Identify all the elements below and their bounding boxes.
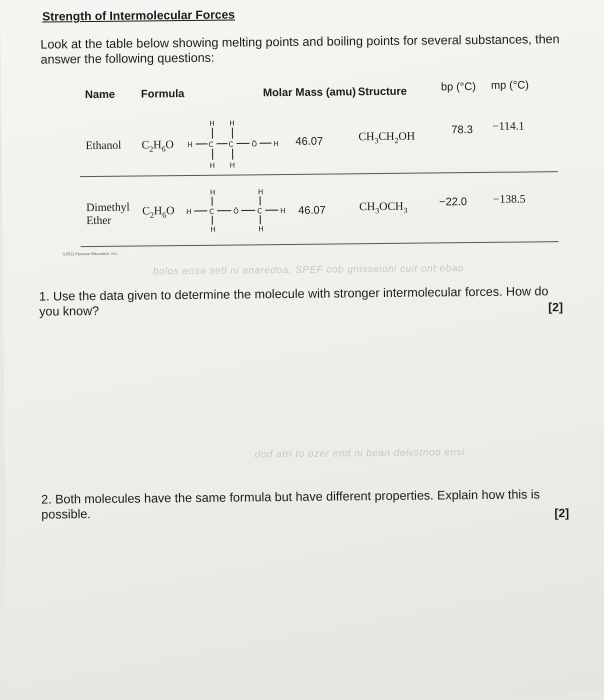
row-ethanol-mp: −114.1 <box>492 120 525 133</box>
row-ethanol-bp: 78.3 <box>451 124 473 137</box>
row-ether-mp: −138.5 <box>493 193 526 206</box>
intro-text: Look at the table below showing melting points and boiling points for several substances, then answer the following questions: <box>40 32 560 67</box>
svg-text:H: H <box>258 225 264 234</box>
question-2: 2. Both molecules have the same formula but have different properties. Explain how this is possible. <box>41 487 540 522</box>
ethanol-structure-icon <box>187 115 288 172</box>
svg-text:H: H <box>229 119 235 128</box>
svg-text:Ö: Ö <box>233 207 239 216</box>
svg-text:H: H <box>273 140 279 149</box>
header-mp: mp (°C) <box>490 79 530 92</box>
svg-text:H: H <box>209 188 216 197</box>
svg-text:C: C <box>257 207 263 216</box>
row-ether-bp: −22.0 <box>439 196 468 209</box>
svg-text:H: H <box>209 119 215 128</box>
table-bottom-rule <box>81 241 559 247</box>
header-structure: Structure <box>357 85 407 99</box>
svg-text:H: H <box>186 208 192 217</box>
row-ethanol-name: Ethanol <box>85 139 122 153</box>
row-ether-name: Dimethyl Ether <box>86 201 130 228</box>
svg-text:H: H <box>229 161 236 170</box>
header-molar-mass: Molar Mass (amu) <box>262 86 356 100</box>
svg-text:H: H <box>280 207 286 216</box>
svg-text:Ö: Ö <box>251 140 258 149</box>
row-ether-molar-mass: 46.07 <box>298 204 326 217</box>
svg-text:H: H <box>209 161 216 170</box>
worksheet-title: Strength of Intermolecular Forces <box>42 7 235 24</box>
bleed-through-text-2: dod atri to ozer end ni bean deivstnoo ensi <box>254 447 465 461</box>
svg-text:H: H <box>187 140 193 150</box>
svg-text:H: H <box>210 225 216 234</box>
row-ethanol-condensed: $CH_3CH_2OH$ <box>358 130 416 146</box>
row-ether-formula: $C_2H_6O$ <box>142 205 175 220</box>
row-ethanol-molar-mass: 46.07 <box>295 135 324 148</box>
svg-text:H: H <box>257 188 264 197</box>
question-2-marks: [2] <box>554 506 570 521</box>
dimethyl-ether-structure-icon <box>186 185 297 236</box>
bleed-through-text: bolos ensa setl ni anaredoa, SPEF cob gnisseioni cuit ont ebao <box>152 263 464 278</box>
svg-text:C: C <box>228 140 234 149</box>
header-formula: Formula <box>140 88 185 101</box>
svg-text:C: C <box>209 207 215 216</box>
svg-text:C: C <box>208 140 214 149</box>
pearson-credit: ©2011 Pearson Education, Inc. <box>62 250 118 257</box>
row-ether-condensed: $CH_3OCH_3$ <box>359 200 408 216</box>
header-name: Name <box>84 88 116 102</box>
question-1-marks: [2] <box>548 300 563 315</box>
header-bp: bp (°C) <box>440 81 476 94</box>
question-1: 1. Use the data given to determine the molecule with stronger intermolecular forces. How do you know? <box>39 284 549 319</box>
row-ethanol-formula: $C_2H_6O$ <box>141 139 174 154</box>
table-divider <box>80 171 558 177</box>
